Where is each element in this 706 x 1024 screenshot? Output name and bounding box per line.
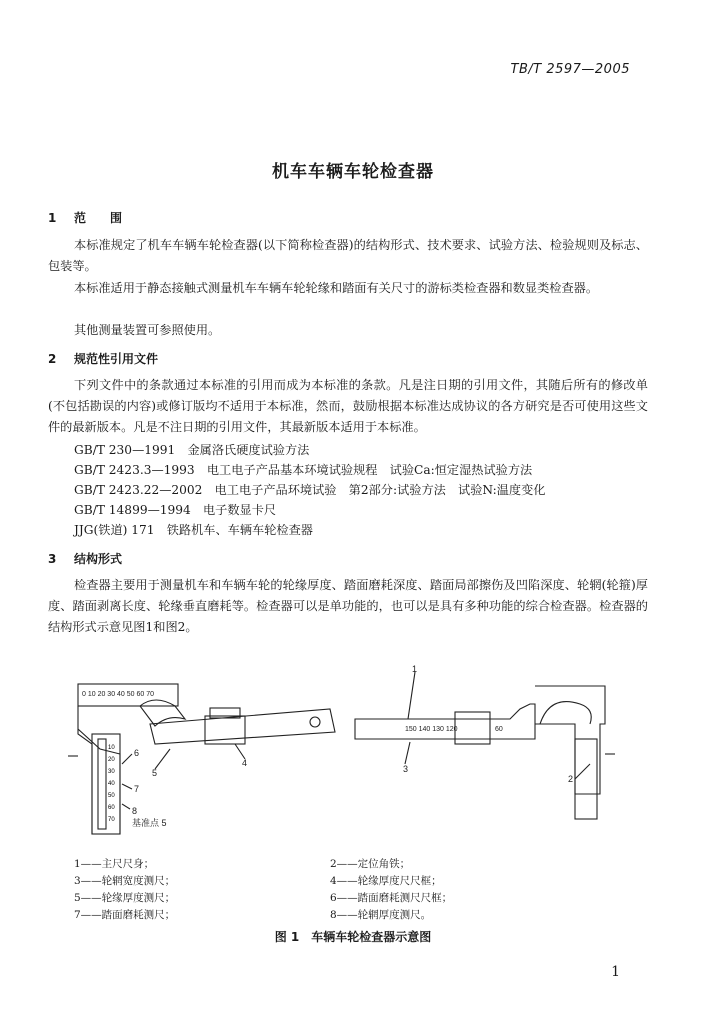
- right-hook: [540, 702, 591, 725]
- reference-item: GB/T 14899—1994 电子数显卡尺: [74, 503, 277, 517]
- label-7: 7: [134, 784, 140, 794]
- label-1: 1: [412, 664, 418, 674]
- section-2-heading: [48, 350, 158, 367]
- legend-right-column: [330, 856, 590, 924]
- label-6: 6: [134, 748, 140, 758]
- legend-item: 2——定位角铁；: [330, 858, 411, 870]
- section-number: 1: [48, 211, 57, 225]
- vertical-scale-tick: 70: [108, 817, 115, 823]
- legend-item: 7——踏面磨耗测尺；: [74, 909, 176, 921]
- right-scale: 150 140 130 120: [405, 726, 458, 733]
- base-label: 基准点 5: [132, 818, 167, 828]
- reference-item: GB/T 2423.3—1993 电工电子产品基本环境试验规程 试验Ca:恒定湿热试验方法: [74, 463, 533, 477]
- figure-caption: 图 1 车辆车轮检查器示意图: [274, 930, 432, 944]
- vertical-scale-tick: 20: [108, 757, 115, 763]
- legend-left-column: [74, 856, 334, 924]
- section-3-paragraph-1: 检查器主要用于测量机车和车辆车轮的轮缘厚度、踏面磨耗深度、踏面局部擦伤及凹陷深度、轮辋(轮箍)厚度、踏面剥离长度、轮缘垂直磨耗等。检查器可以是单功能的，也可以是具有多种功能的综合检查器。检查器的结构形式示意见图1和图2。: [48, 578, 648, 634]
- beam-screw: [310, 717, 320, 727]
- reference-item: GB/T 230—1991 金属洛氏硬度试验方法: [74, 443, 310, 457]
- horizontal-beam: [150, 709, 335, 744]
- section-1-heading: [48, 209, 122, 226]
- label-5: 5: [152, 768, 158, 778]
- reference-item: JJG(铁道) 171 铁路机车、车辆车轮检查器: [74, 523, 313, 537]
- reference-item: GB/T 2423.22—2002 电工电子产品环境试验 第2部分:试验方法 试验N:温度变化: [74, 483, 546, 497]
- scale-numbers: 0 10 20 30 40 50 60 70: [82, 691, 155, 698]
- vertical-scale-tick: 10: [108, 745, 115, 751]
- label-8: 8: [132, 806, 138, 816]
- vertical-scale-tick: 50: [108, 793, 115, 799]
- legend-item: 8——轮辋厚度测尺。: [330, 909, 432, 921]
- section-2-paragraph-1: 下列文件中的条款通过本标准的引用而成为本标准的条款。凡是注日期的引用文件，其随后所有的修改单(不包括勘误的内容)或修订版均不适用于本标准，然而，鼓励根据本标准达成协议的各方研究是否可使用这些文件的最新版本。凡是不注日期的引用文件，其最新版本适用于本标准。: [48, 378, 648, 434]
- section-number: 2: [48, 352, 57, 366]
- right-scale-end: 60: [495, 726, 503, 733]
- label-2: 2: [568, 774, 574, 784]
- legend-item: 6——踏面磨耗测尺尺框；: [330, 892, 453, 904]
- section-1-paragraph-3: 其他测量装置可参照使用。: [74, 323, 221, 337]
- section-3-heading: [48, 550, 122, 567]
- label-3: 3: [403, 764, 409, 774]
- right-vertical-body: [575, 739, 597, 819]
- label-4: 4: [242, 758, 248, 768]
- document-title: 机车车辆车轮检查器: [272, 162, 434, 182]
- vertical-scale-tick: 30: [108, 769, 115, 775]
- legend-item: 4——轮缘厚度尺尺框；: [330, 875, 442, 887]
- section-title: 规范性引用文件: [74, 352, 159, 366]
- wheel-inspector-diagram: [60, 664, 630, 854]
- legend-item: 3——轮辋宽度测尺；: [74, 875, 176, 887]
- section-number: 3: [48, 552, 57, 566]
- legend-item: 5——轮缘厚度测尺；: [74, 892, 176, 904]
- right-beam: [355, 704, 535, 739]
- page-number: 1: [611, 964, 620, 980]
- standard-code: TB/T 2597—2005: [510, 62, 630, 77]
- section-title: 范 围: [74, 211, 123, 225]
- vertical-slot: [98, 739, 106, 829]
- section-title: 结构形式: [74, 552, 123, 566]
- vertical-scale-tick: 60: [108, 805, 115, 811]
- section-1-paragraph-1: 本标准规定了机车车辆车轮检查器(以下简称检查器)的结构形式、技术要求、试验方法、检验规则及标志、包装等。: [48, 238, 648, 273]
- section-1-paragraph-2: 本标准适用于静态接触式测量机车车辆车轮轮缘和踏面有关尺寸的游标类检查器和数显类检查器。: [74, 281, 599, 295]
- vertical-scale-tick: 40: [108, 781, 115, 787]
- legend-item: 1——主尺尺身；: [74, 858, 155, 870]
